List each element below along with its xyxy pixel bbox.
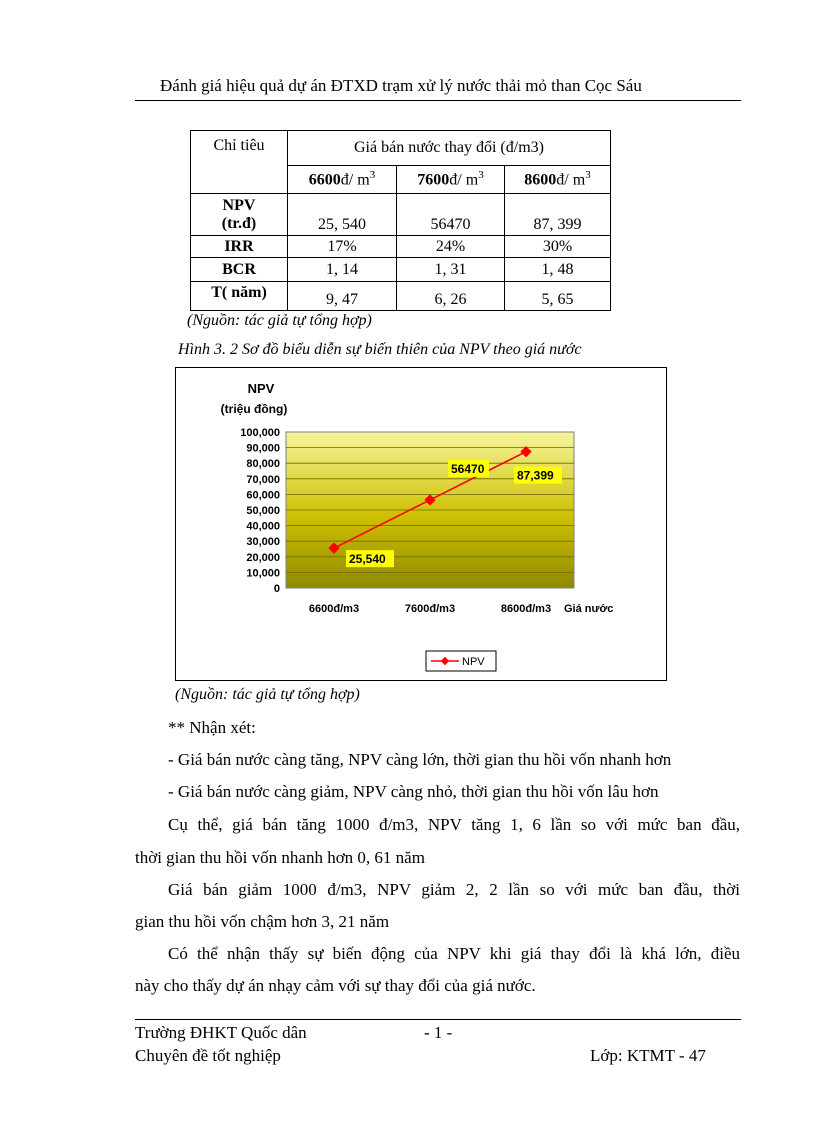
table-row-label-bcr: BCR [191, 258, 288, 282]
y-tick-label: 0 [273, 583, 280, 595]
x-axis-ticks [309, 603, 551, 615]
table-source-note: (Nguồn: tác giả tự tổng hợp) [187, 312, 372, 329]
y-tick-label: 10,000 [246, 567, 280, 580]
table-row [191, 282, 611, 311]
footer-class: Lớp: KTMT - 47 [590, 1046, 706, 1065]
y-tick-label: 90,000 [246, 442, 280, 455]
remark-paragraph-1-line-2: thời gian thu hồi vốn nhanh hơn 0, 61 năm [135, 848, 425, 867]
x-tick-label: 6600đ/m3 [308, 603, 360, 615]
footer-divider [135, 1019, 741, 1020]
remark-paragraph-1-line-1: Cụ thể, giá bán tăng 1000 đ/m3, NPV tăng 1, 6 lần so với mức ban đầu, [168, 815, 740, 834]
table-cell: 87, 399 [505, 194, 611, 236]
footer-page-number: - 1 - [424, 1023, 453, 1042]
footer-school: Trường ĐHKT Quốc dân [135, 1023, 307, 1042]
table-cell: 9, 47 [288, 282, 397, 311]
header-divider [135, 100, 741, 101]
data-label: 56470 [451, 461, 485, 476]
remark-paragraph-3-line-1: Có thể nhận thấy sự biến động của NPV khi giá thay đổi là khá lớn, điều [168, 944, 740, 963]
y-axis-title-line2: (triệu đồng) [220, 402, 288, 416]
y-axis-title-line1: NPV [247, 381, 275, 396]
table-header-price-group: Giá bán nước thay đổi (đ/m3) [288, 131, 611, 166]
y-axis-ticks [240, 427, 280, 595]
table-cell: 17% [288, 236, 397, 258]
remark-paragraph-2-line-2: gian thu hồi vốn chậm hơn 3, 21 năm [135, 912, 390, 931]
y-tick-label: 60,000 [246, 489, 280, 502]
table-cell: 30% [505, 236, 611, 258]
remarks-heading: ** Nhận xét: [168, 718, 256, 737]
table-cell: 25, 540 [288, 194, 397, 236]
table-row-label-irr: IRR [191, 236, 288, 258]
npv-sensitivity-table [190, 130, 611, 311]
table-cell: 24% [397, 236, 505, 258]
npv-chart [175, 367, 667, 681]
data-label: 25,540 [349, 552, 386, 567]
page-header-title: Đánh giá hiệu quả dự án ĐTXD trạm xử lý nước thải mỏ than Cọc Sáu [160, 76, 642, 95]
chart-source-note: (Nguồn: tác giả tự tổng hợp) [175, 686, 360, 703]
npv-chart-svg [176, 368, 666, 680]
table-row-label-payback: T( năm) [191, 282, 288, 311]
remark-bullet-1: - Giá bán nước càng tăng, NPV càng lớn, thời gian thu hồi vốn nhanh hơn [168, 750, 672, 769]
y-tick-label: 20,000 [246, 551, 280, 564]
data-label: 87,399 [517, 468, 554, 483]
y-tick-label: 30,000 [246, 536, 280, 549]
y-tick-label: 70,000 [246, 473, 280, 486]
figure-caption: Hình 3. 2 Sơ đồ biểu diễn sự biến thiên của NPV theo giá nước [178, 341, 582, 358]
y-tick-label: 50,000 [246, 505, 280, 517]
table-header-price-7600: 7600đ/ $m^3$ [397, 166, 505, 194]
table-row [191, 194, 611, 236]
y-tick-label: 80,000 [246, 458, 280, 471]
table-cell: 1, 48 [505, 258, 611, 282]
x-tick-label: 8600đ/m3 [500, 603, 552, 615]
y-tick-label: 100,000 [240, 427, 280, 439]
x-axis-title: Giá nước [564, 603, 614, 615]
remark-paragraph-3-line-2: này cho thấy dự án nhạy cảm với sự thay đổi của giá nước. [135, 976, 536, 995]
table-cell: 1, 14 [288, 258, 397, 282]
x-tick-label: 7600đ/m3 [404, 603, 456, 615]
remark-bullet-2: - Giá bán nước càng giảm, NPV càng nhỏ, thời gian thu hồi vốn lâu hơn [168, 782, 659, 801]
table-row [191, 236, 611, 258]
table-header-indicator: Chỉ tiêu [191, 131, 288, 194]
chart-legend [426, 651, 496, 671]
table-row-label-npv: NPV (tr.đ) [191, 194, 288, 236]
table-header-price-6600: 6600đ/ $m^3$ [288, 166, 397, 194]
table-row [191, 258, 611, 282]
table-cell: 56470 [397, 194, 505, 236]
legend-label: NPV [462, 656, 485, 668]
remark-paragraph-2-line-1: Giá bán giảm 1000 đ/m3, NPV giảm 2, 2 lần so với mức ban đầu, thời [168, 880, 740, 899]
y-tick-label: 40,000 [246, 520, 280, 533]
footer-subject: Chuyên đề tốt nghiệp [135, 1046, 281, 1065]
table-cell: 5, 65 [505, 282, 611, 311]
table-header-price-8600: 8600đ/ $m^3$ [505, 166, 611, 194]
table-cell: 6, 26 [397, 282, 505, 311]
table-cell: 1, 31 [397, 258, 505, 282]
